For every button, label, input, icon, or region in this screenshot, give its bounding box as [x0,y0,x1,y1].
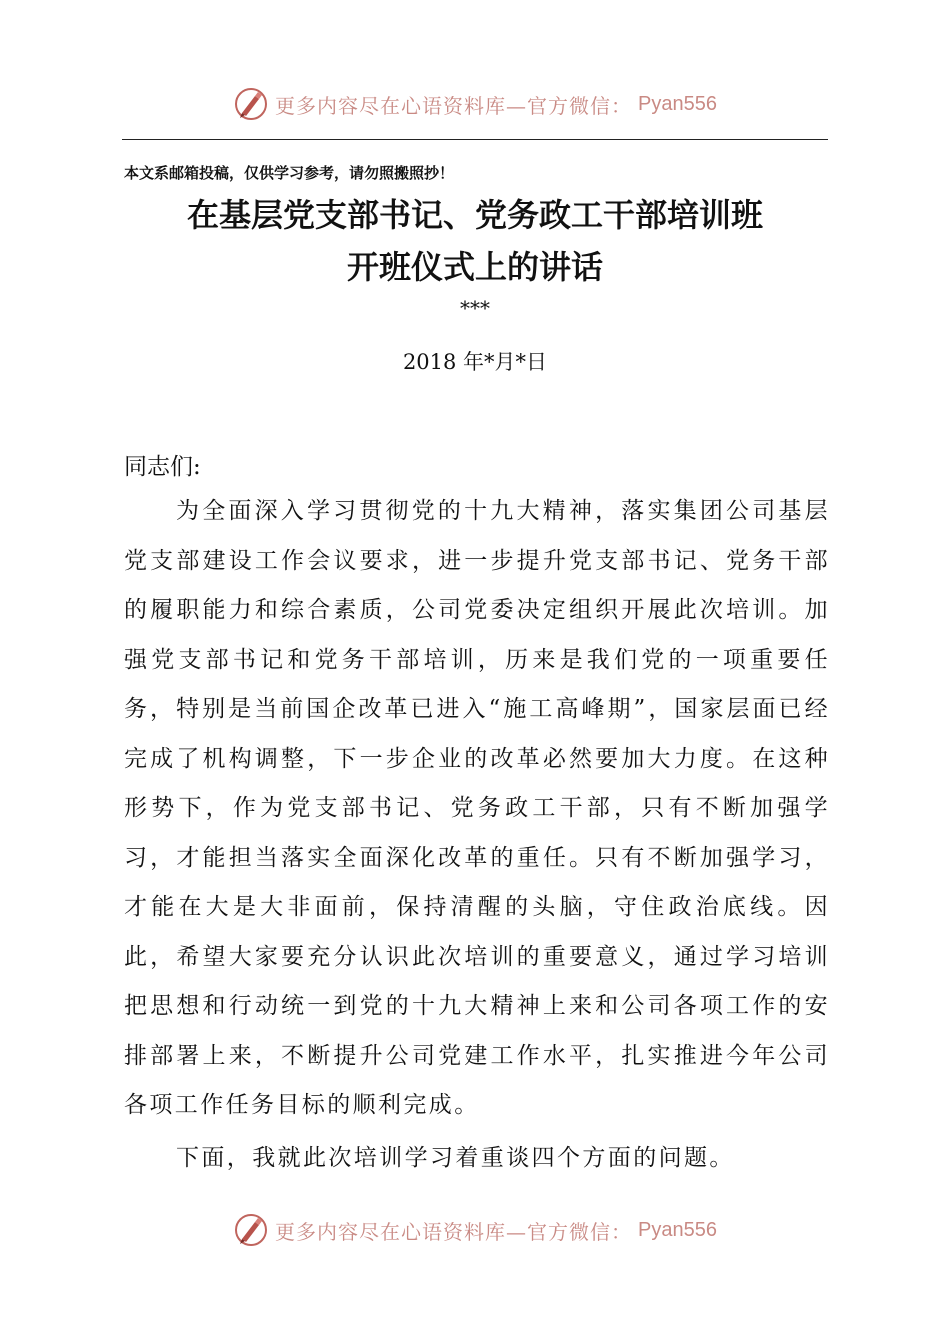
submission-notice: 本文系邮箱投稿，仅供学习参考，请勿照搬照抄！ [124,164,455,182]
banner-text: 更多内容尽在心语资料库—官方微信： [275,1219,633,1244]
body-paragraph: 下面，我就此次培训学习着重谈四个方面的问题。 [176,1145,735,1171]
author: *** [460,296,490,320]
pen-nib-logo-icon [233,1212,269,1248]
date: 2018 年*月*日 [402,350,548,374]
footer-banner [0,1208,950,1252]
pen-nib-logo-icon [233,86,269,122]
header-banner [0,82,950,126]
document-title-line-2: 开班仪式上的讲话 [346,248,603,286]
header-divider [122,139,828,140]
document-title-line-1: 在基层党支部书记、党务政工干部培训班 [186,196,763,234]
body-paragraph: 为全面深入学习贯彻党的十九大精神，落实集团公司基层党支部建设工作会议要求，进一步提升党支部书记、党务干部的履职能力和综合素质，公司党委决定组织开展此次培训。加强党支部书记和党务干部培训，历来是我们党的一项重要任务，特别是当前国企改革已进入“施工高峰期”，国家层面已经完成了机构调整，下一步企业的改革必然要加大力度。在这种形势下，作为党支部书记、党务政工干部，只有不断加强学习，才能担当落实全面深化改革的重任。只有不断加强学习，才能在大是大非面前，保持清醒的头脑，守住政治底线。因此，希望大家要充分认识此次培训的重要意义，通过学习培训把思想和行动统一到党的十九大精神上来和公司各项工作的安排部署上来，不断提升公司党建工作水平，扎实推进今年公司各项工作任务目标的顺利完成。 [124,498,830,1118]
banner-text: 更多内容尽在心语资料库—官方微信： [275,93,633,118]
banner-wechat-id: Pyan556 [638,92,717,115]
banner-wechat-id: Pyan556 [638,1218,717,1241]
greeting: 同志们: [124,454,201,480]
